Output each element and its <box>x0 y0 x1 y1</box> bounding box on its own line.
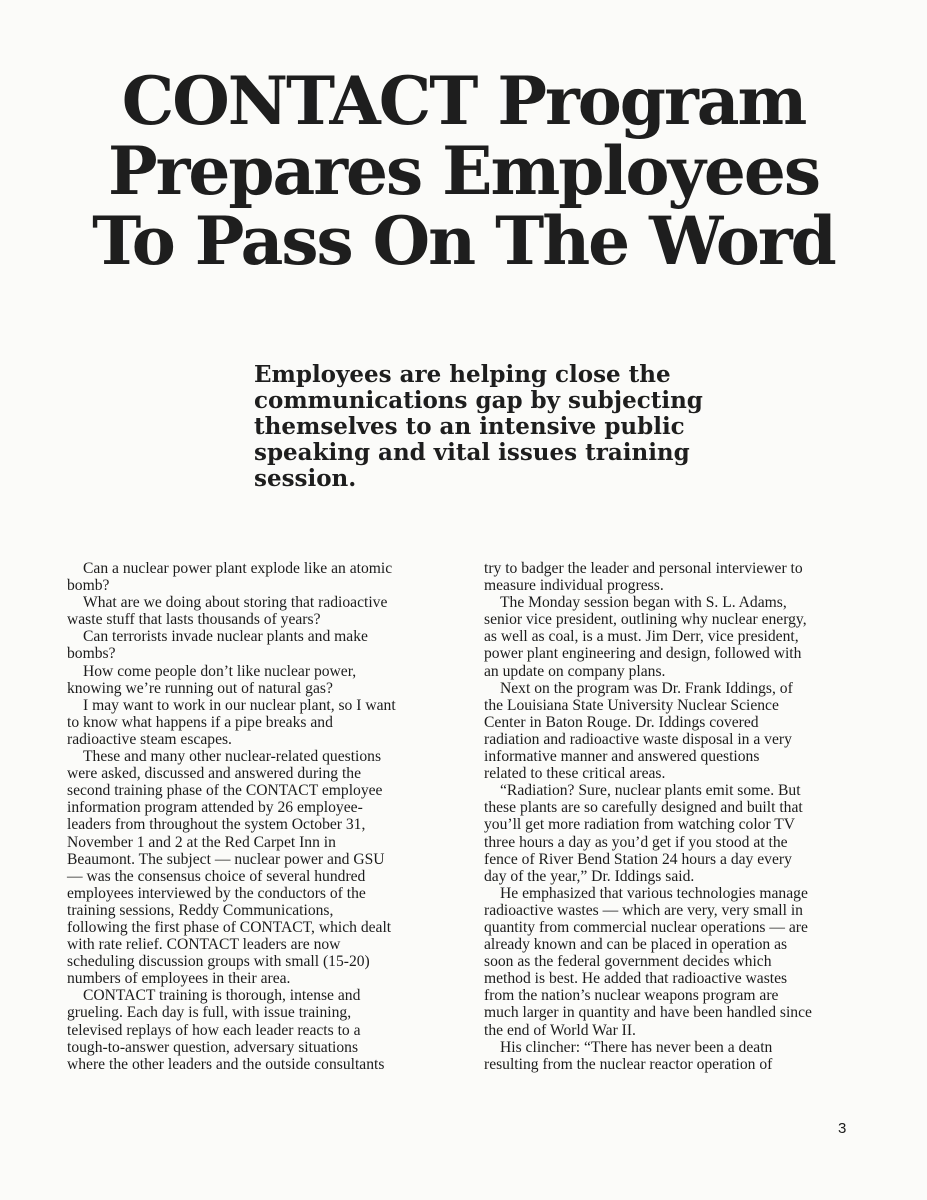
body-line: knowing we’re running out of natural gas? <box>67 679 333 697</box>
body-line: you’ll get more radiation from watching color TV <box>484 816 796 834</box>
body-line: training sessions, Reddy Communications, <box>67 901 334 919</box>
body-line: — was the consensus choice of several hundred <box>67 867 366 885</box>
body-line: as well as coal, is a must. Jim Derr, vice president, <box>484 628 799 646</box>
headline-line: CONTACT Program <box>121 62 806 140</box>
body-column-right <box>484 560 879 1073</box>
body-line: senior vice president, outlining why nuclear energy, <box>484 611 807 629</box>
body-line: the end of World War II. <box>484 1021 636 1039</box>
deck-line: communications gap by subjecting <box>254 387 703 414</box>
body-line: How come people don’t like nuclear power, <box>83 662 357 680</box>
body-line: second training phase of the CONTACT employee <box>67 782 383 800</box>
body-line: waste stuff that lasts thousands of years? <box>67 611 321 629</box>
body-line: with rate relief. CONTACT leaders are now <box>67 936 341 954</box>
body-line: soon as the federal government decides which <box>484 953 772 971</box>
body-line: an update on company plans. <box>484 662 666 680</box>
deck-line: themselves to an intensive public <box>254 413 685 440</box>
body-line: to know what happens if a pipe breaks and <box>67 713 333 731</box>
headline-line: To Pass On The Word <box>92 202 835 280</box>
article-deck <box>254 362 724 492</box>
body-line: grueling. Each day is full, with issue training, <box>67 1004 352 1022</box>
body-line: already known and can be placed in operation as <box>484 936 788 954</box>
body-line: day of the year,” Dr. Iddings said. <box>484 867 695 885</box>
body-line: What are we doing about storing that radioactive <box>83 594 388 612</box>
body-line: fence of River Bend Station 24 hours a day every <box>484 850 792 868</box>
body-line: where the other leaders and the outside consultants <box>67 1055 385 1073</box>
body-line: try to badger the leader and personal interviewer to <box>484 560 803 577</box>
body-line: related to these critical areas. <box>484 765 666 783</box>
body-line: bombs? <box>67 645 116 663</box>
body-line: the Louisiana State University Nuclear Science <box>484 696 779 714</box>
body-line: following the first phase of CONTACT, which dealt <box>67 918 392 936</box>
body-line: I may want to work in our nuclear plant, so I want <box>83 696 396 714</box>
body-line: Next on the program was Dr. Frank Iddings, of <box>500 679 793 697</box>
body-line: leaders from throughout the system October 31, <box>67 816 366 834</box>
body-line: radiation and radioactive waste disposal in a very <box>484 730 792 748</box>
body-line: Center in Baton Rouge. Dr. Iddings covered <box>484 713 759 731</box>
body-line: Can terrorists invade nuclear plants and make <box>83 628 368 646</box>
body-line: resulting from the nuclear reactor operation of <box>484 1055 773 1073</box>
body-line: measure individual progress. <box>484 577 664 595</box>
deck-line: session. <box>254 465 357 492</box>
body-line: power plant engineering and design, followed with <box>484 645 802 663</box>
article-headline <box>40 62 887 280</box>
body-line: Beaumont. The subject — nuclear power and GSU <box>67 850 385 868</box>
body-line: tough-to-answer question, adversary situations <box>67 1038 359 1056</box>
body-line: informative manner and answered questions <box>484 748 760 766</box>
body-line: He emphasized that various technologies manage <box>500 884 808 902</box>
body-line: were asked, discussed and answered during the <box>67 765 362 783</box>
body-line: televised replays of how each leader reacts to a <box>67 1021 361 1039</box>
body-line: radioactive steam escapes. <box>67 730 232 748</box>
body-line: November 1 and 2 at the Red Carpet Inn in <box>67 833 336 851</box>
body-line: scheduling discussion groups with small (15-20) <box>67 953 370 971</box>
headline-line: Prepares Employees <box>107 132 820 210</box>
body-line: radioactive wastes — which are very, very small in <box>484 901 803 919</box>
body-line: method is best. He added that radioactive wastes <box>484 970 788 988</box>
page-number: 3 <box>838 1120 847 1137</box>
body-line: from the nation’s nuclear weapons program are <box>484 987 779 1005</box>
body-line: CONTACT training is thorough, intense and <box>83 987 361 1005</box>
body-line: His clincher: “There has never been a deatn <box>500 1038 773 1056</box>
body-line: “Radiation? Sure, nuclear plants emit some. But <box>500 782 801 800</box>
body-line: Can a nuclear power plant explode like an atomic <box>83 560 393 577</box>
body-line: These and many other nuclear-related questions <box>83 748 382 766</box>
body-line: quantity from commercial nuclear operations — are <box>484 918 808 936</box>
body-line: three hours a day as you’d get if you stood at the <box>484 833 788 851</box>
deck-line: speaking and vital issues training <box>254 439 690 466</box>
body-line: numbers of employees in their area. <box>67 970 291 988</box>
body-line: The Monday session began with S. L. Adams, <box>500 594 787 612</box>
body-line: much larger in quantity and have been handled since <box>484 1004 812 1022</box>
body-line: employees interviewed by the conductors of the <box>67 884 366 902</box>
body-line: these plants are so carefully designed and built that <box>484 799 803 817</box>
body-column-left <box>67 560 462 1073</box>
body-line: bomb? <box>67 577 110 595</box>
body-line: information program attended by 26 employee- <box>67 799 363 817</box>
deck-line: Employees are helping close the <box>254 361 671 388</box>
